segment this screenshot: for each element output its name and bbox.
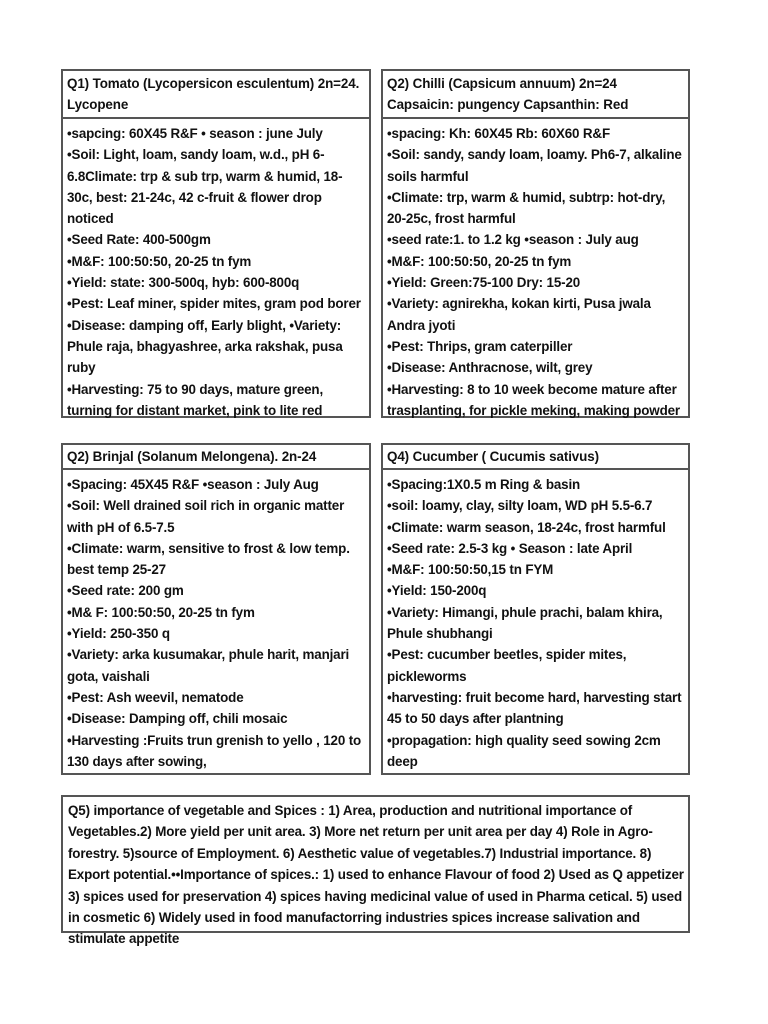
detail-line: •Harvesting: 75 to 90 days, mature green, turning for distant market, pink to lite red	[67, 381, 324, 418]
card-chilli	[381, 69, 690, 418]
detail-line: •Disease: Damping off, chili mosaic	[67, 711, 288, 727]
detail-line: •Pest: Leaf miner, spider mites, gram pod borer	[67, 296, 361, 312]
detail-line: •sapcing: 60X45 R&F • season : june July	[67, 126, 323, 141]
detail-line: •Disease: damping off, Early blight, •Variety: Phule raja, bhagyashree, arka rakshak, pusa ruby	[67, 317, 343, 376]
detail-line: •Variety: agnirekha, kokan kirti, Pusa jwala Andra jyoti	[387, 296, 651, 333]
detail-line: •Yield: 150-200q	[387, 583, 487, 599]
card-title: Q4) Cucumber ( Cucumis sativus)	[383, 445, 688, 470]
detail-line: •Soil: Light, loam, sandy loam, w.d., pH 6-6.8Climate: trp & sub trp, warm & humid, 18-30c, best: 21-24c, 42 c-fruit & flower drop noticed	[67, 147, 343, 227]
detail-line: •Seed rate: 200 gm	[67, 583, 184, 599]
detail-line: •soil: loamy, clay, silty loam, WD pH 5.5-6.7	[387, 498, 653, 514]
card-brinjal	[61, 443, 371, 775]
detail-line: •Pest: Ash weevil, nematode	[67, 689, 244, 705]
detail-line: •Disease: Anthracnose, wilt, grey	[387, 360, 593, 376]
detail-line: •Pest: cucumber beetles, spider mites, pickleworms	[387, 647, 627, 684]
card-importance	[61, 795, 690, 947]
card-cucumber	[381, 443, 690, 775]
detail-line: •Harvesting: 8 to 10 week become mature after trasplanting, for pickle meking, making powder	[387, 381, 680, 418]
detail-line: •Climate: warm, sensitive to frost & low temp. best temp 25-27	[67, 540, 350, 578]
detail-line: •Seed rate: 2.5-3 kg • Season : late April	[387, 540, 633, 556]
detail-line: •Yield: state: 300-500q, hyb: 600-800q	[67, 275, 300, 291]
detail-line: •Climate: warm season, 18-24c, frost harmful	[387, 519, 666, 535]
detail-line: •Yield: 250-350 q	[67, 626, 170, 642]
detail-line: •Yield: Green:75-100 Dry: 15-20	[387, 275, 581, 291]
detail-line: •Harvesting :Fruits trun grenish to yello , 120 to 130 days after sowing,	[67, 732, 362, 769]
card-title: Q2) Brinjal (Solanum Melongena). 2n-24	[63, 445, 369, 470]
detail-line: •Spacing:1X0.5 m Ring & basin	[387, 477, 581, 492]
card-body	[383, 470, 688, 772]
card-body	[383, 119, 688, 421]
detail-line: •Pest: Thrips, gram caterpiller	[387, 338, 573, 354]
card-title: Q1) Tomato (Lycopersicon esculentum) 2n=24. Lycopene	[63, 71, 369, 119]
card-title: Q2) Chilli (Capsicum annuum) 2n=24 Capsaicin: pungency Capsanthin: Red	[383, 71, 688, 119]
detail-line: •Soil: Well drained soil rich in organic matter with pH of 6.5-7.5	[67, 498, 345, 535]
card-body	[63, 119, 369, 421]
detail-line: •propagation: high quality seed sowing 2cm deep	[387, 732, 661, 769]
card-body	[63, 470, 369, 772]
detail-line: •Spacing: 45X45 R&F •season : July Aug	[67, 477, 319, 492]
detail-line: •Seed Rate: 400-500gm	[67, 232, 211, 248]
detail-line: •harvesting: fruit become hard, harvesting start 45 to 50 days after plantning	[387, 689, 682, 727]
detail-line: •M&F: 100:50:50, 20-25 tn fym	[387, 253, 572, 269]
detail-line: •Soil: sandy, sandy loam, loamy. Ph6-7, alkaline soils harmful	[387, 147, 682, 184]
detail-line: •M&F: 100:50:50, 20-25 tn fym	[67, 253, 252, 269]
detail-line: •seed rate:1. to 1.2 kg •season : July aug	[387, 232, 639, 248]
detail-line: •M&F: 100:50:50,15 tn FYM	[387, 562, 554, 578]
detail-line: •spacing: Kh: 60X45 Rb: 60X60 R&F	[387, 126, 610, 141]
detail-line: •Climate: trp, warm & humid, subtrp: hot-dry, 20-25c, frost harmful	[387, 189, 666, 227]
detail-line: •Variety: Himangi, phule prachi, balam khira, Phule shubhangi	[387, 604, 663, 642]
detail-line: •M& F: 100:50:50, 20-25 tn fym	[67, 604, 255, 620]
card-tomato	[61, 69, 371, 418]
detail-line: •Variety: arka kusumakar, phule harit, manjari gota, vaishali	[67, 647, 350, 684]
importance-text: Q5) importance of vegetable and Spices : 1) Area, production and nutritional importance of Vegetables.2) More yield per unit area. 3) More net return per unit area per day 4) Role in Agro-forestry. 5)source of Employment. 6) Aesthetic value of vegetables.7) Industrial importance. 8) Export potential.••Importance of spices.: 1) used to enhance Flavour of food 2) Used as Q appetizer 3) spices used for preservation 4) spices having medicinal value of used in Pharma cetical. 5) used in cosmetic 6) Widely used in food manufactorring industries spices increase salivation and stimulate appetite	[68, 803, 684, 947]
